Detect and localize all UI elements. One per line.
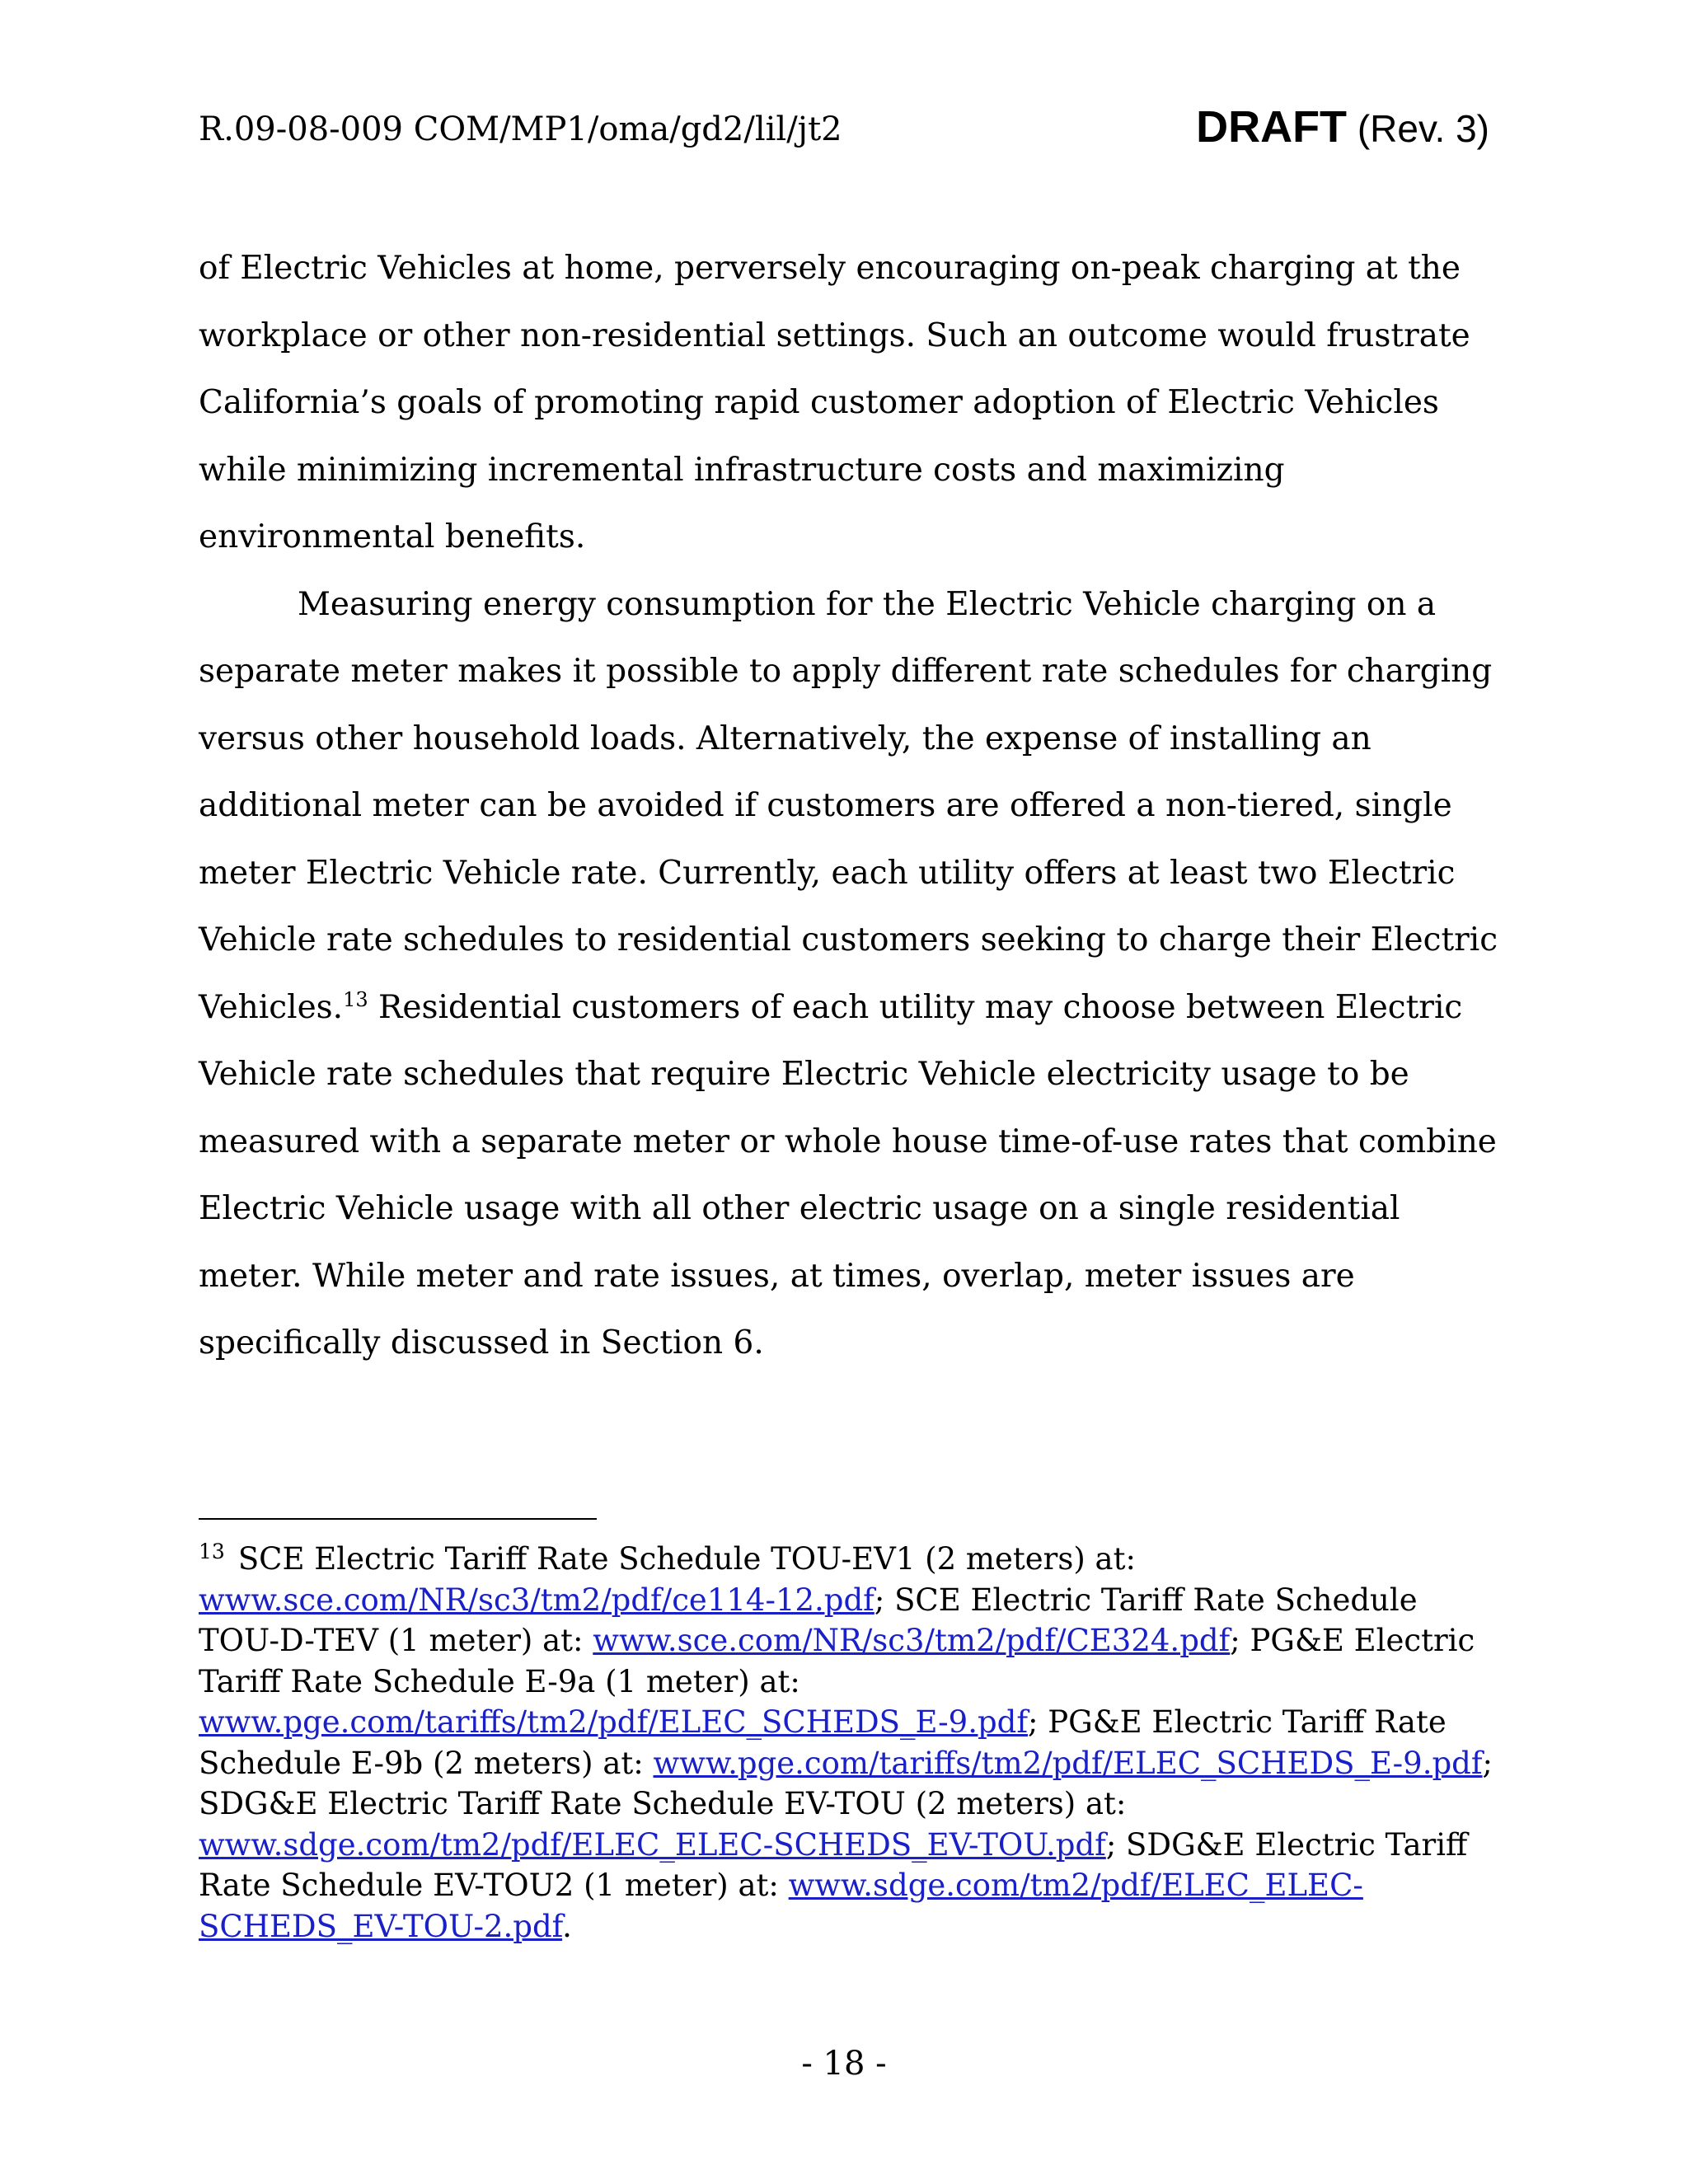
link-sce-tou-ev1[interactable]: www.sce.com/NR/sc3/tm2/pdf/ce114-12.pdf xyxy=(199,1582,874,1618)
footnote-reference[interactable]: 13 xyxy=(343,987,368,1011)
draft-header xyxy=(1196,101,1489,155)
docket-header: R.09-08-009 COM/MP1/oma/gd2/lil/jt2 xyxy=(199,110,842,148)
footnote-text-6: ; SDG&E Electric Tariff Rate Schedule EV-TOU2 (1 meter) at: xyxy=(199,1826,1468,1903)
link-pge-e9b[interactable]: www.pge.com/tariffs/tm2/pdf/ELEC_SCHEDS_E-9.pdf xyxy=(653,1745,1483,1781)
body-text xyxy=(199,235,1509,1377)
link-sdge-ev-tou[interactable]: www.sdge.com/tm2/pdf/ELEC_ELEC-SCHEDS_EV-TOU.pdf xyxy=(199,1826,1106,1863)
paragraph-1: of Electric Vehicles at home, perversely encouraging on-peak charging at the workplace or other non-residential settings. Such an outcome would frustrate California’s goals of promoting rapid customer adoption of Electric Vehicles while minimizing incremental infrastructure costs and maximizing environmental benefits. xyxy=(199,250,1470,555)
link-pge-e9a[interactable]: www.pge.com/tariffs/tm2/pdf/ELEC_SCHEDS_E-9.pdf xyxy=(199,1704,1029,1740)
link-sdge-ev-tou2[interactable]: www.sdge.com/tm2/pdf/ELEC_ELEC-SCHEDS_EV-TOU-2.pdf xyxy=(199,1868,1363,1944)
footnote-text-4: ; PG&E Electric Tariff Rate Schedule E-9b (2 meters) at: xyxy=(199,1704,1447,1781)
page-number: - 18 - xyxy=(801,2045,887,2083)
footnote-text-7: . xyxy=(562,1908,572,1944)
footnote-text-3: ; PG&E Electric Tariff Rate Schedule E-9a (1 meter) at: xyxy=(199,1623,1475,1699)
link-sce-tou-d-tev[interactable]: www.sce.com/NR/sc3/tm2/pdf/CE324.pdf xyxy=(593,1623,1231,1658)
draft-label: DRAFT xyxy=(1196,102,1348,152)
revision-label: (Rev. 3) xyxy=(1357,107,1489,150)
footnote-13 xyxy=(199,1539,1501,1947)
footnote-separator xyxy=(199,1518,597,1520)
footnote-text-2: ; SCE Electric Tariff Rate Schedule TOU-D-TEV (1 meter) at: xyxy=(199,1582,1418,1658)
paragraph-2 xyxy=(199,571,1509,1377)
paragraph-2-part-2: Residential customers of each utility may choose between Electric Vehicle rate schedules that require Electric Vehicle electricity usage to be measured with a separate meter or whole house time-of-use rates that combine Electric Vehicle usage with all other electric usage on a single residential meter. While meter and rate issues, at times, overlap, meter issues are specifically discussed in Section 6. xyxy=(199,988,1497,1361)
paragraph-2-part-1: Measuring energy consumption for the Electric Vehicle charging on a separate meter makes it possible to apply different rate schedules for charging versus other household loads. Alternatively, the expense of installing an additional meter can be avoided if customers are offered a non-tiered, single meter Electric Vehicle rate. Currently, each utility offers at least two Electric Vehicle rate schedules to residential customers seeking to charge their Electric Vehicles. xyxy=(199,585,1498,1026)
footnote-number: 13 xyxy=(199,1540,225,1563)
footnote-text-1: SCE Electric Tariff Rate Schedule TOU-EV1 (2 meters) at: xyxy=(237,1541,1136,1577)
footnote-text-5: ; SDG&E Electric Tariff Rate Schedule EV-TOU (2 meters) at: xyxy=(199,1745,1493,1821)
